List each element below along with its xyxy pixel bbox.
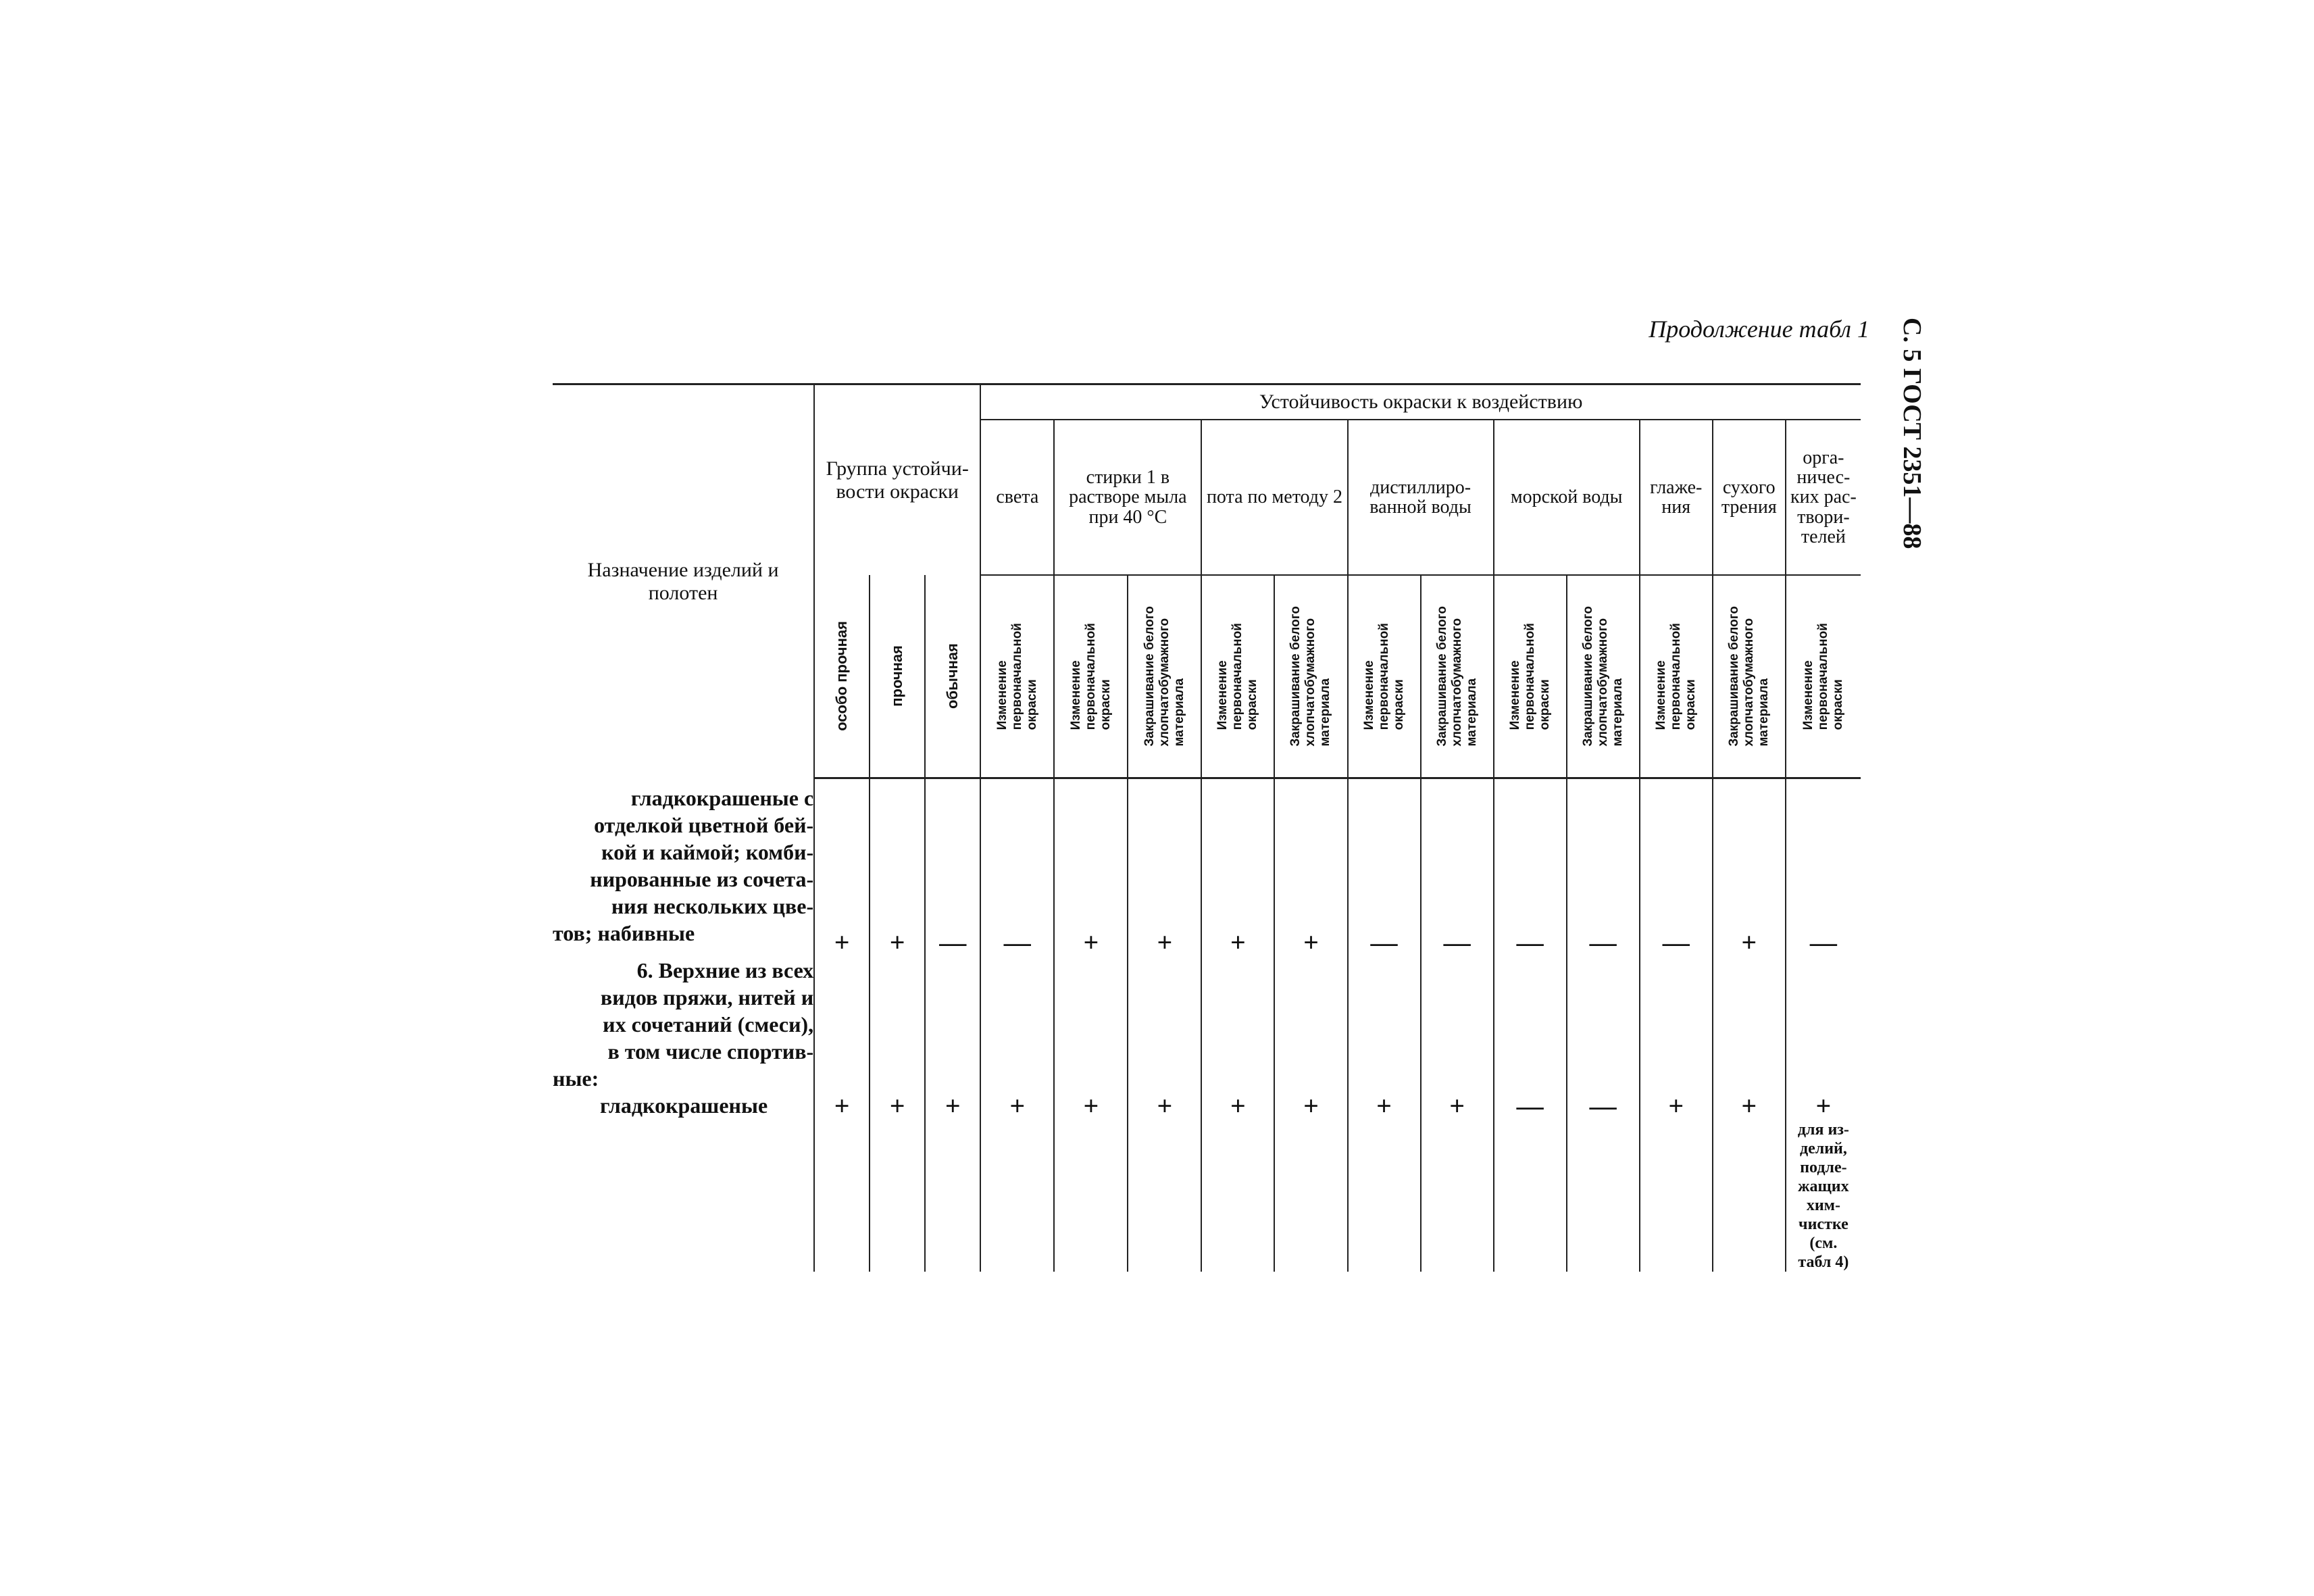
sub-washing-stain-label: Закрашивание белого хлопчатобумажного материала — [1142, 605, 1186, 747]
desc-line: кой и каймой; комби- — [601, 840, 814, 864]
mark-with-note — [1786, 1092, 1861, 1272]
group-strong-label: прочная — [888, 645, 906, 707]
factor-sea-water-label: морской воды — [1510, 487, 1623, 508]
mark: + — [1274, 1092, 1347, 1272]
factor-dry-rubbing — [1713, 420, 1786, 575]
mark: + — [925, 1092, 980, 1272]
mark: + — [1348, 1092, 1421, 1272]
page-header: С. 5 ГОСТ 2351—88 — [1898, 318, 1926, 549]
mark: + — [1054, 778, 1128, 957]
sub-washing-stain — [1128, 575, 1201, 778]
mark: + — [1054, 1092, 1128, 1272]
mark: — — [1640, 778, 1713, 957]
sub-distilled-change — [1348, 575, 1421, 778]
mark: — — [1786, 778, 1861, 957]
mark: + — [870, 778, 925, 957]
sub-sweat-stain-label: Закрашивание белого хлопчатобумажного материала — [1288, 605, 1333, 747]
factor-ironing-label: глаже-ния — [1650, 476, 1703, 518]
group-ordinary-label: обычная — [944, 643, 961, 709]
table-row — [553, 1092, 1861, 1272]
mark: + — [814, 778, 870, 957]
row-desc — [553, 778, 814, 957]
mark: + — [1128, 778, 1201, 957]
mark: + — [1274, 778, 1347, 957]
group-extra-strong-label: особо прочная — [833, 620, 851, 731]
sub-sea-change — [1494, 575, 1567, 778]
group-ordinary — [925, 575, 980, 778]
factor-sweat — [1201, 420, 1347, 575]
factor-organic-solvents — [1786, 420, 1861, 575]
sub-sweat-change-label: Изменение первоначальной окраски — [1215, 622, 1260, 730]
sub-sweat-change — [1201, 575, 1274, 778]
section-line: их сочетаний (смеси), — [603, 1012, 814, 1037]
stub-header: Назначение изделий и полотен — [587, 558, 779, 604]
factor-washing — [1054, 420, 1201, 575]
mark: — — [1567, 1092, 1640, 1272]
factor-washing-label: стирки 1 в растворе мыла при 40 °С — [1069, 466, 1187, 528]
mark: + — [1128, 1092, 1201, 1272]
section-line: в том числе спортив- — [607, 1039, 814, 1064]
desc-line: нированные из сочета- — [590, 867, 814, 891]
mark: + — [1713, 778, 1786, 957]
mark: — — [1348, 778, 1421, 957]
factor-sweat-label: пота по методу 2 — [1206, 487, 1342, 508]
sub-rubbing-stain-label: Закрашивание белого хлопчатобумажного материала — [1726, 605, 1771, 747]
table-row — [553, 778, 1861, 957]
group-header-cell — [814, 384, 980, 576]
sub-distilled-stain — [1421, 575, 1494, 778]
stub-header-cell — [553, 384, 814, 778]
sub-distilled-change-label: Изменение первоначальной окраски — [1361, 622, 1406, 730]
sub-sea-stain-label: Закрашивание белого хлопчатобумажного материала — [1580, 605, 1625, 747]
mark: — — [1494, 778, 1567, 957]
factor-distilled-water — [1348, 420, 1494, 575]
section-line: видов пряжи, нитей и — [600, 985, 814, 1009]
mark: — — [1494, 1092, 1567, 1272]
sub-washing-change-label: Изменение первоначальной окраски — [1068, 622, 1113, 730]
factor-sea-water — [1494, 420, 1640, 575]
sub-ironing-change — [1640, 575, 1713, 778]
mark: + — [814, 1092, 870, 1272]
mark: — — [925, 778, 980, 957]
factor-ironing — [1640, 420, 1713, 575]
color-fastness-table — [553, 383, 1861, 1272]
factor-light-label: света — [996, 487, 1039, 508]
section-line: 6. Верхние из всех — [636, 958, 814, 982]
row-desc — [553, 1092, 814, 1272]
sub-light-change — [980, 575, 1054, 778]
factor-organic-solvents-label: орга-ничес-ких рас-твори-телей — [1790, 447, 1857, 548]
desc-line: тов; набивные — [553, 921, 695, 945]
sub-sea-change-label: Изменение первоначальной окраски — [1507, 622, 1552, 730]
group-strong — [870, 575, 925, 778]
sub-sweat-stain — [1274, 575, 1347, 778]
desc-line: гладкокрашеные с — [630, 786, 814, 810]
dry-cleaning-note: для из- делий, подле- жащих хим- чистке (см. табл 4) — [1797, 1121, 1849, 1271]
mark: + — [1713, 1092, 1786, 1272]
mark: + — [1421, 1092, 1494, 1272]
sub-ironing-change-label: Изменение первоначальной окраски — [1653, 622, 1698, 730]
mark: — — [980, 778, 1054, 957]
factor-distilled-water-label: дистиллиро-ванной воды — [1369, 476, 1472, 518]
section-title — [553, 957, 814, 1092]
group-header: Группа устойчи-вости окраски — [826, 457, 969, 503]
desc-line: гладкокрашеные — [600, 1093, 768, 1118]
table-row — [553, 957, 1861, 1092]
mark: + — [1640, 1092, 1713, 1272]
mark: + — [1201, 1092, 1274, 1272]
sub-light-change-label: Изменение первоначальной окраски — [995, 622, 1039, 730]
stability-header: Устойчивость окраски к воздействию — [1259, 391, 1583, 414]
section-line: ные: — [553, 1066, 599, 1091]
mark: — — [1421, 778, 1494, 957]
sub-solvent-change-label: Изменение первоначальной окраски — [1801, 622, 1845, 730]
desc-line: ния нескольких цве- — [611, 894, 814, 918]
stability-header-cell — [980, 384, 1861, 420]
mark: + — [980, 1092, 1054, 1272]
factor-dry-rubbing-label: сухого трения — [1721, 476, 1777, 518]
mark: + — [1201, 778, 1274, 957]
sub-rubbing-stain — [1713, 575, 1786, 778]
factor-light — [980, 420, 1054, 575]
group-extra-strong — [814, 575, 870, 778]
desc-line: отделкой цветной бей- — [594, 813, 814, 837]
sub-sea-stain — [1567, 575, 1640, 778]
continuation-label: Продолжение табл 1 — [1649, 316, 1869, 343]
mark: — — [1567, 778, 1640, 957]
mark: + — [1815, 1091, 1832, 1121]
mark: + — [870, 1092, 925, 1272]
sub-solvent-change — [1786, 575, 1861, 778]
sub-washing-change — [1054, 575, 1128, 778]
sub-distilled-stain-label: Закрашивание белого хлопчатобумажного материала — [1434, 605, 1479, 747]
